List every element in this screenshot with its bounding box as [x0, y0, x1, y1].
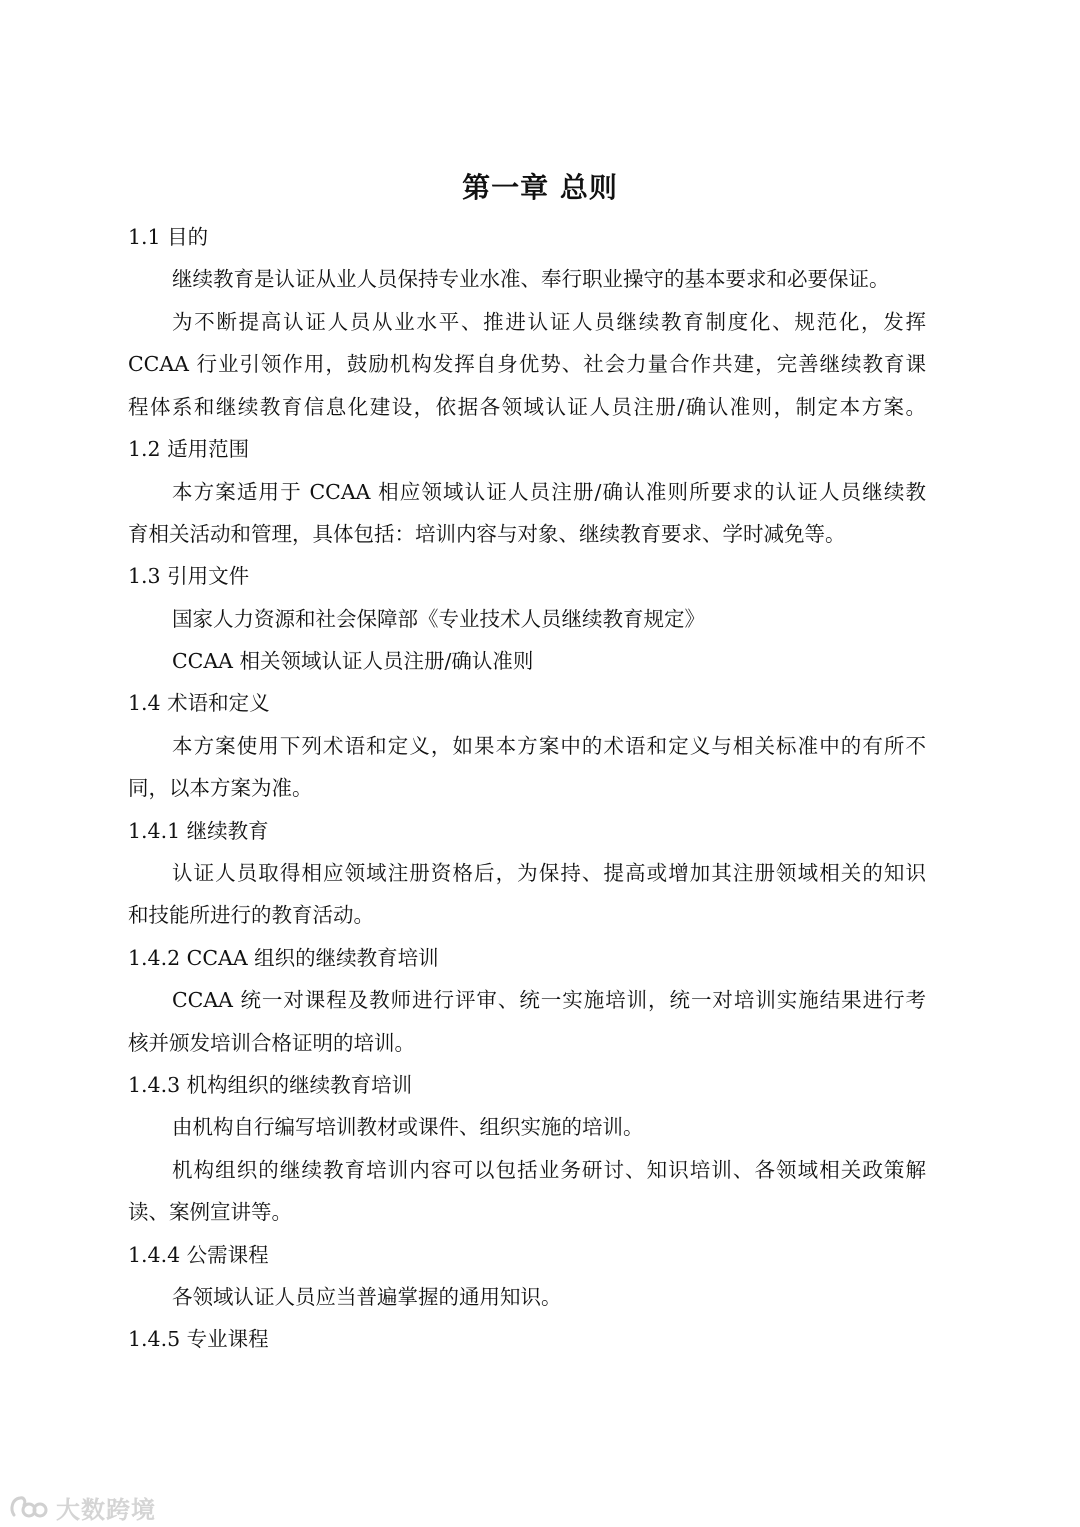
section-heading-1-1: 1.1 目的	[128, 225, 209, 249]
section-heading-1-4: 1.4 术语和定义	[128, 691, 270, 715]
paragraph-line: 核并颁发培训合格证明的培训。	[128, 1031, 415, 1055]
chapter-title: 第一章 总则	[462, 171, 618, 204]
paragraph-line: 为不断提高认证人员从业水平、推进认证人员继续教育制度化、规范化，发挥	[172, 310, 926, 334]
section-heading-1-2: 1.2 适用范围	[128, 437, 250, 461]
section-heading-1-4-3: 1.4.3 机构组织的继续教育培训	[128, 1073, 413, 1097]
section-heading-1-4-1: 1.4.1 继续教育	[128, 819, 269, 843]
paragraph-line: 和技能所进行的教育活动。	[128, 903, 374, 927]
paragraph-line: 育相关活动和管理，具体包括：培训内容与对象、继续教育要求、学时减免等。	[128, 522, 846, 546]
reference-line: 国家人力资源和社会保障部《专业技术人员继续教育规定》	[172, 607, 705, 631]
paragraph-line: 由机构自行编写培训教材或课件、组织实施的培训。	[172, 1115, 644, 1139]
section-heading-1-4-2: 1.4.2 CCAA 组织的继续教育培训	[128, 946, 439, 970]
section-heading-1-3: 1.3 引用文件	[128, 564, 250, 588]
paragraph-line: 读、案例宣讲等。	[128, 1200, 292, 1224]
paragraph-line: 各领域认证人员应当普遍掌握的通用知识。	[172, 1285, 562, 1309]
paragraph-line: 机构组织的继续教育培训内容可以包括业务研讨、知识培训、各领域相关政策解	[172, 1158, 926, 1182]
watermark-text: 大数跨境	[56, 1495, 156, 1524]
paragraph-line: 程体系和继续教育信息化建设，依据各领域认证人员注册/确认准则，制定本方案。	[128, 395, 926, 419]
paragraph-line: 同，以本方案为准。	[128, 776, 313, 800]
paragraph-line: CCAA 统一对课程及教师进行评审、统一实施培训，统一对培训实施结果进行考	[172, 988, 926, 1012]
paragraph-line: 本方案适用于 CCAA 相应领域认证人员注册/确认准则所要求的认证人员继续教	[172, 480, 926, 504]
paragraph-line: 认证人员取得相应领域注册资格后，为保持、提高或增加其注册领域相关的知识	[172, 861, 926, 885]
paragraph-line: 本方案使用下列术语和定义，如果本方案中的术语和定义与相关标准中的有所不	[172, 734, 926, 758]
dashuju-logo-icon	[8, 1493, 48, 1521]
paragraph-line: CCAA 行业引领作用，鼓励机构发挥自身优势、社会力量合作共建，完善继续教育课	[128, 352, 926, 376]
section-heading-1-4-4: 1.4.4 公需课程	[128, 1243, 269, 1267]
watermark	[8, 1490, 156, 1524]
reference-line: CCAA 相关领域认证人员注册/确认准则	[172, 649, 534, 673]
section-heading-1-4-5: 1.4.5 专业课程	[128, 1327, 269, 1351]
paragraph-line: 继续教育是认证从业人员保持专业水准、奉行职业操守的基本要求和必要保证。	[172, 267, 890, 291]
